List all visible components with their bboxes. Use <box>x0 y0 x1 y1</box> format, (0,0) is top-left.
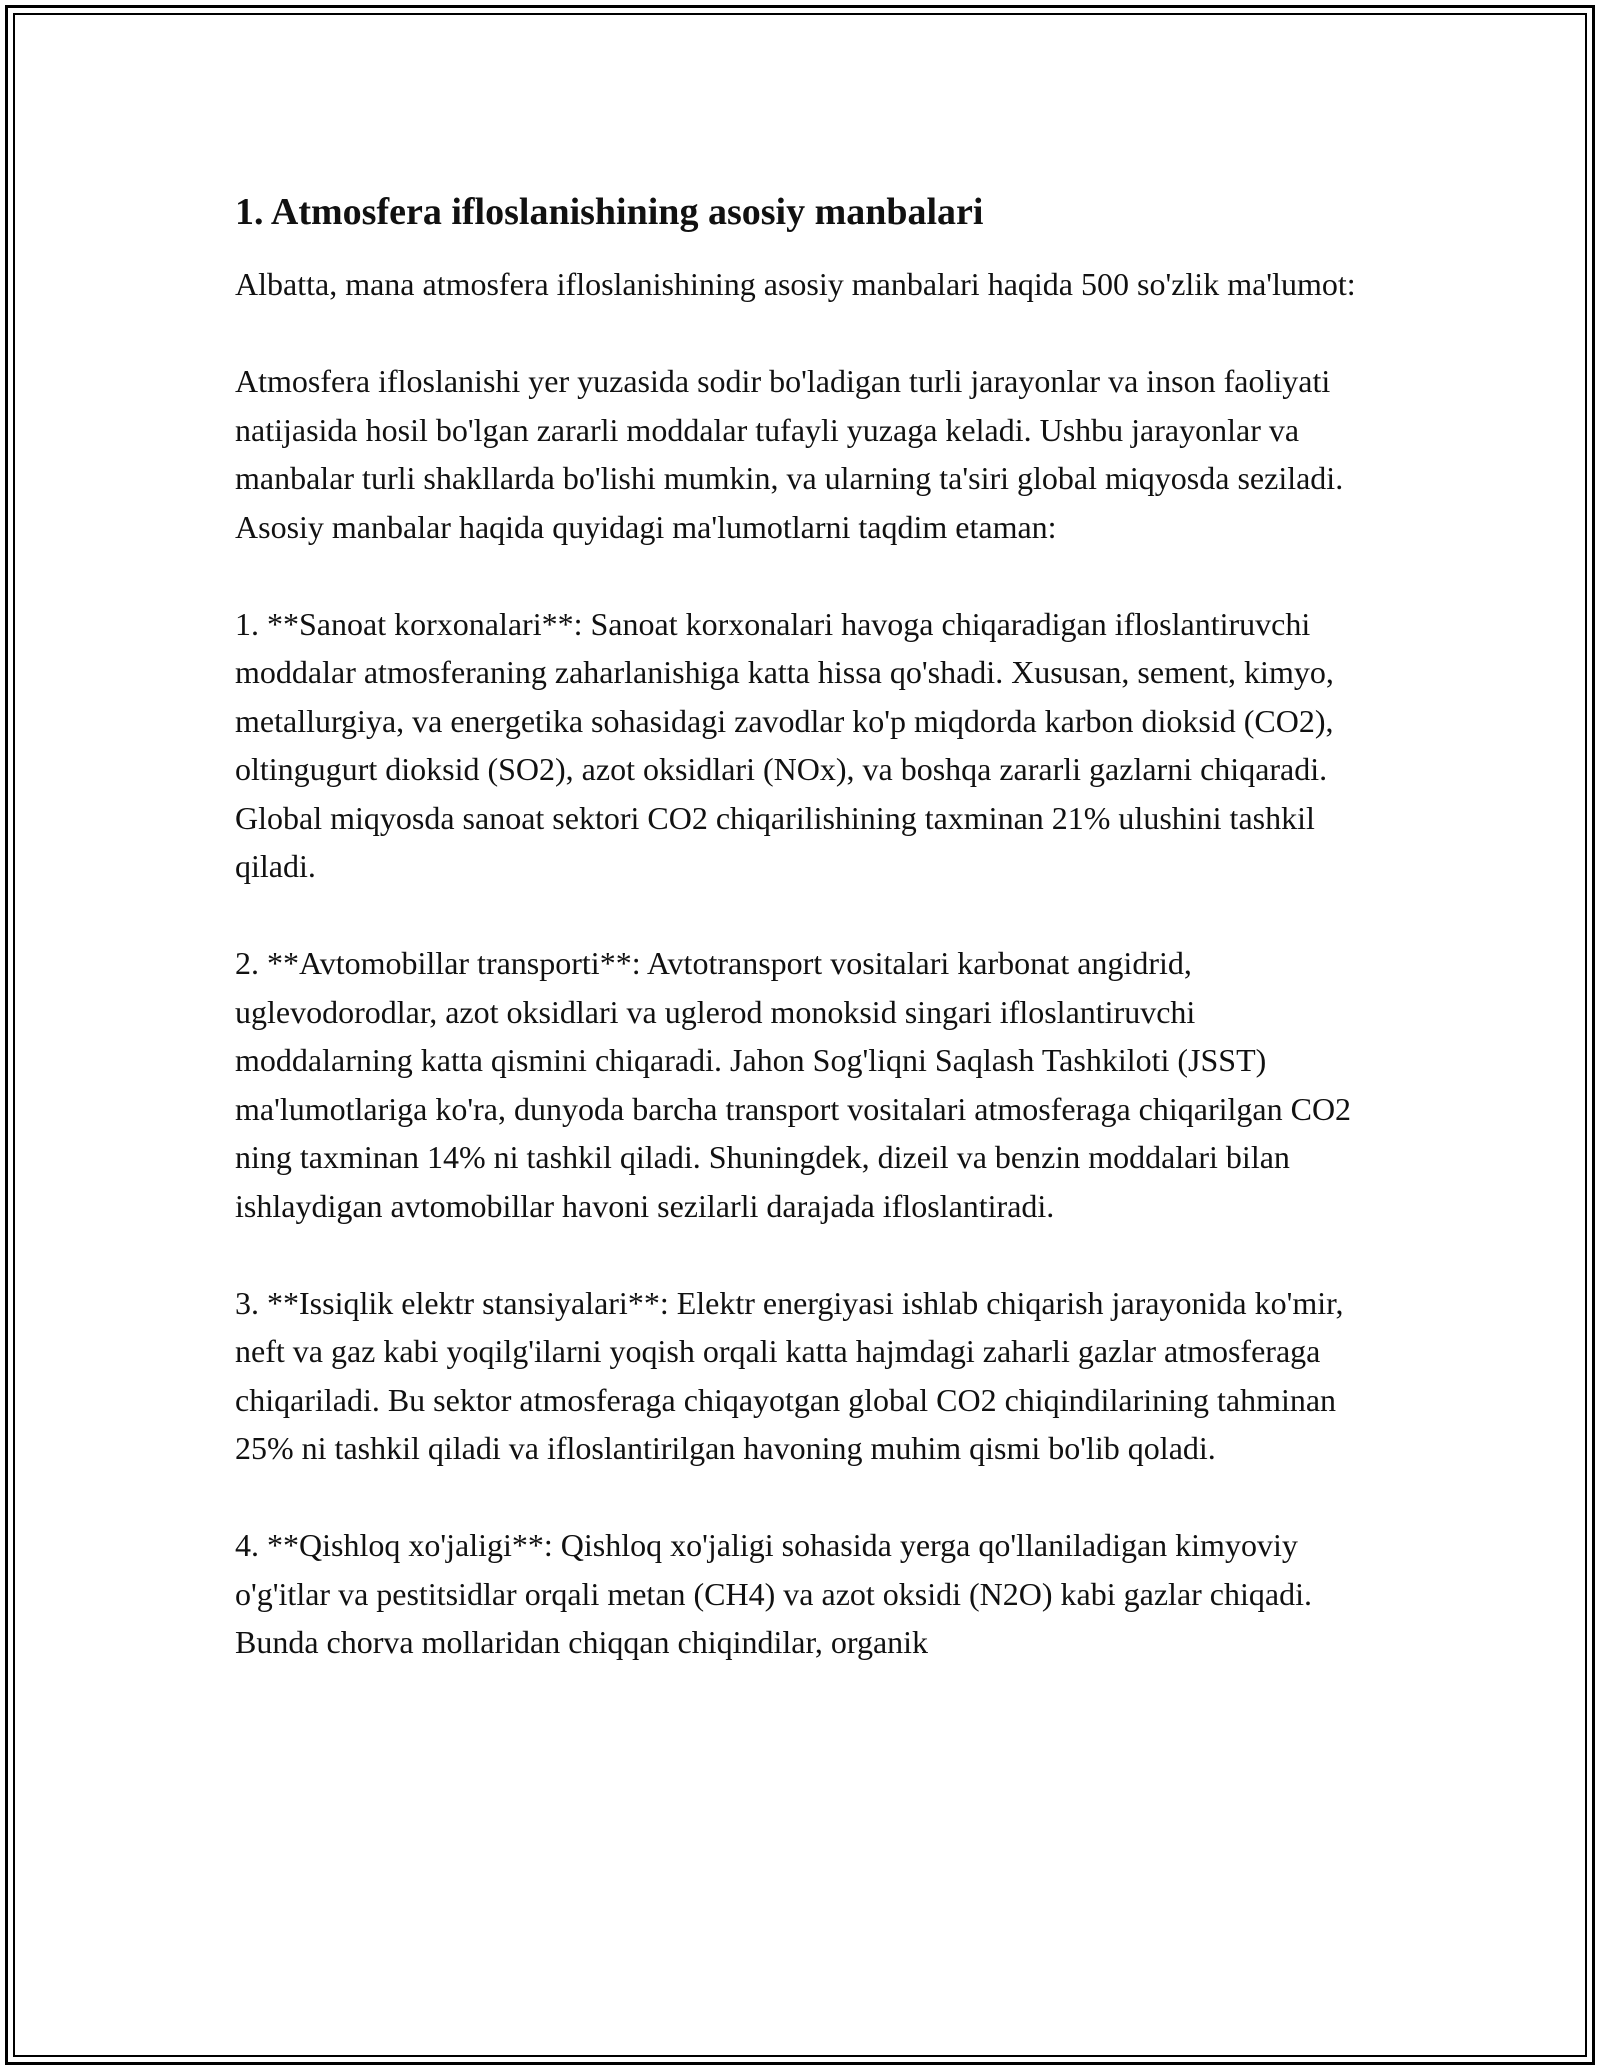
section-heading: 1. Atmosfera ifloslanishining asosiy manbalari <box>235 191 984 233</box>
intro-paragraph: Albatta, mana atmosfera ifloslanishining asosiy manbalari haqida 500 so'zlik ma'lumot: <box>235 266 1356 302</box>
agriculture-paragraph: 4. **Qishloq xo'jaligi**: Qishloq xo'jaligi sohasida yerga qo'llaniladigan kimyoviy o'g'itlar va pestitsidlar orqali metan (CH4) va azot oksidi (N2O) kabi gazlar chiqadi. Bunda chorva mollaridan chiqqan chiqindilar, organik <box>235 1527 1312 1660</box>
transport-paragraph: 2. **Avtomobillar transporti**: Avtotransport vositalari karbonat angidrid, uglevodorodlar, azot oksidlari va uglerod monoksid singari ifloslantiruvchi moddalarning katta qismini chiqaradi. Jahon Sog'liqni Saqlash Tashkiloti (JSST) ma'lumotlariga ko'ra, dunyoda barcha transport vositalari atmosferaga chiqarilgan CO2 ning taxminan 14% ni tashkil qiladi. Shuningdek, dizeil va benzin moddalari bilan ishlaydigan avtomobillar havoni sezilarli darajada ifloslantiradi. <box>235 945 1352 1224</box>
industry-paragraph: 1. **Sanoat korxonalari**: Sanoat korxonalari havoga chiqaradigan ifloslantiruvchi moddalar atmosferaning zaharlanishiga katta hissa qo'shadi. Xususan, sement, kimyo, metallurgiya, va energetika sohasidagi zavodlar ko'p miqdorda karbon dioksid (CO2), oltingugurt dioksid (SO2), azot oksidlari (NOx), va boshqa zararli gazlarni chiqaradi. Global miqyosda sanoat sektori CO2 chiqarilishining taxminan 21% ulushini tashkil qiladi. <box>235 605 1334 884</box>
document-body <box>235 188 1375 1715</box>
power-plants-paragraph: 3. **Issiqlik elektr stansiyalari**: Elektr energiyasi ishlab chiqarish jarayonida ko'mir, neft va gaz kabi yoqilg'ilarni yoqish orqali katta hajmdagi zaharli gazlar atmosferaga chiqariladi. Bu sektor atmosferaga chiqayotgan global CO2 chiqindilarining tahminan 25% ni tashkil qiladi va ifloslantirilgan havoning muhim qismi bo'lib qoladi. <box>235 1284 1344 1466</box>
overview-paragraph: Atmosfera ifloslanishi yer yuzasida sodir bo'ladigan turli jarayonlar va inson faoliyati natijasida hosil bo'lgan zararli moddalar tufayli yuzaga keladi. Ushbu jarayonlar va manbalar turli shakllarda bo'lishi mumkin, va ularning ta'siri global miqyosda seziladi. Asosiy manbalar haqida quyidagi ma'lumotlarni taqdim etaman: <box>235 363 1344 545</box>
